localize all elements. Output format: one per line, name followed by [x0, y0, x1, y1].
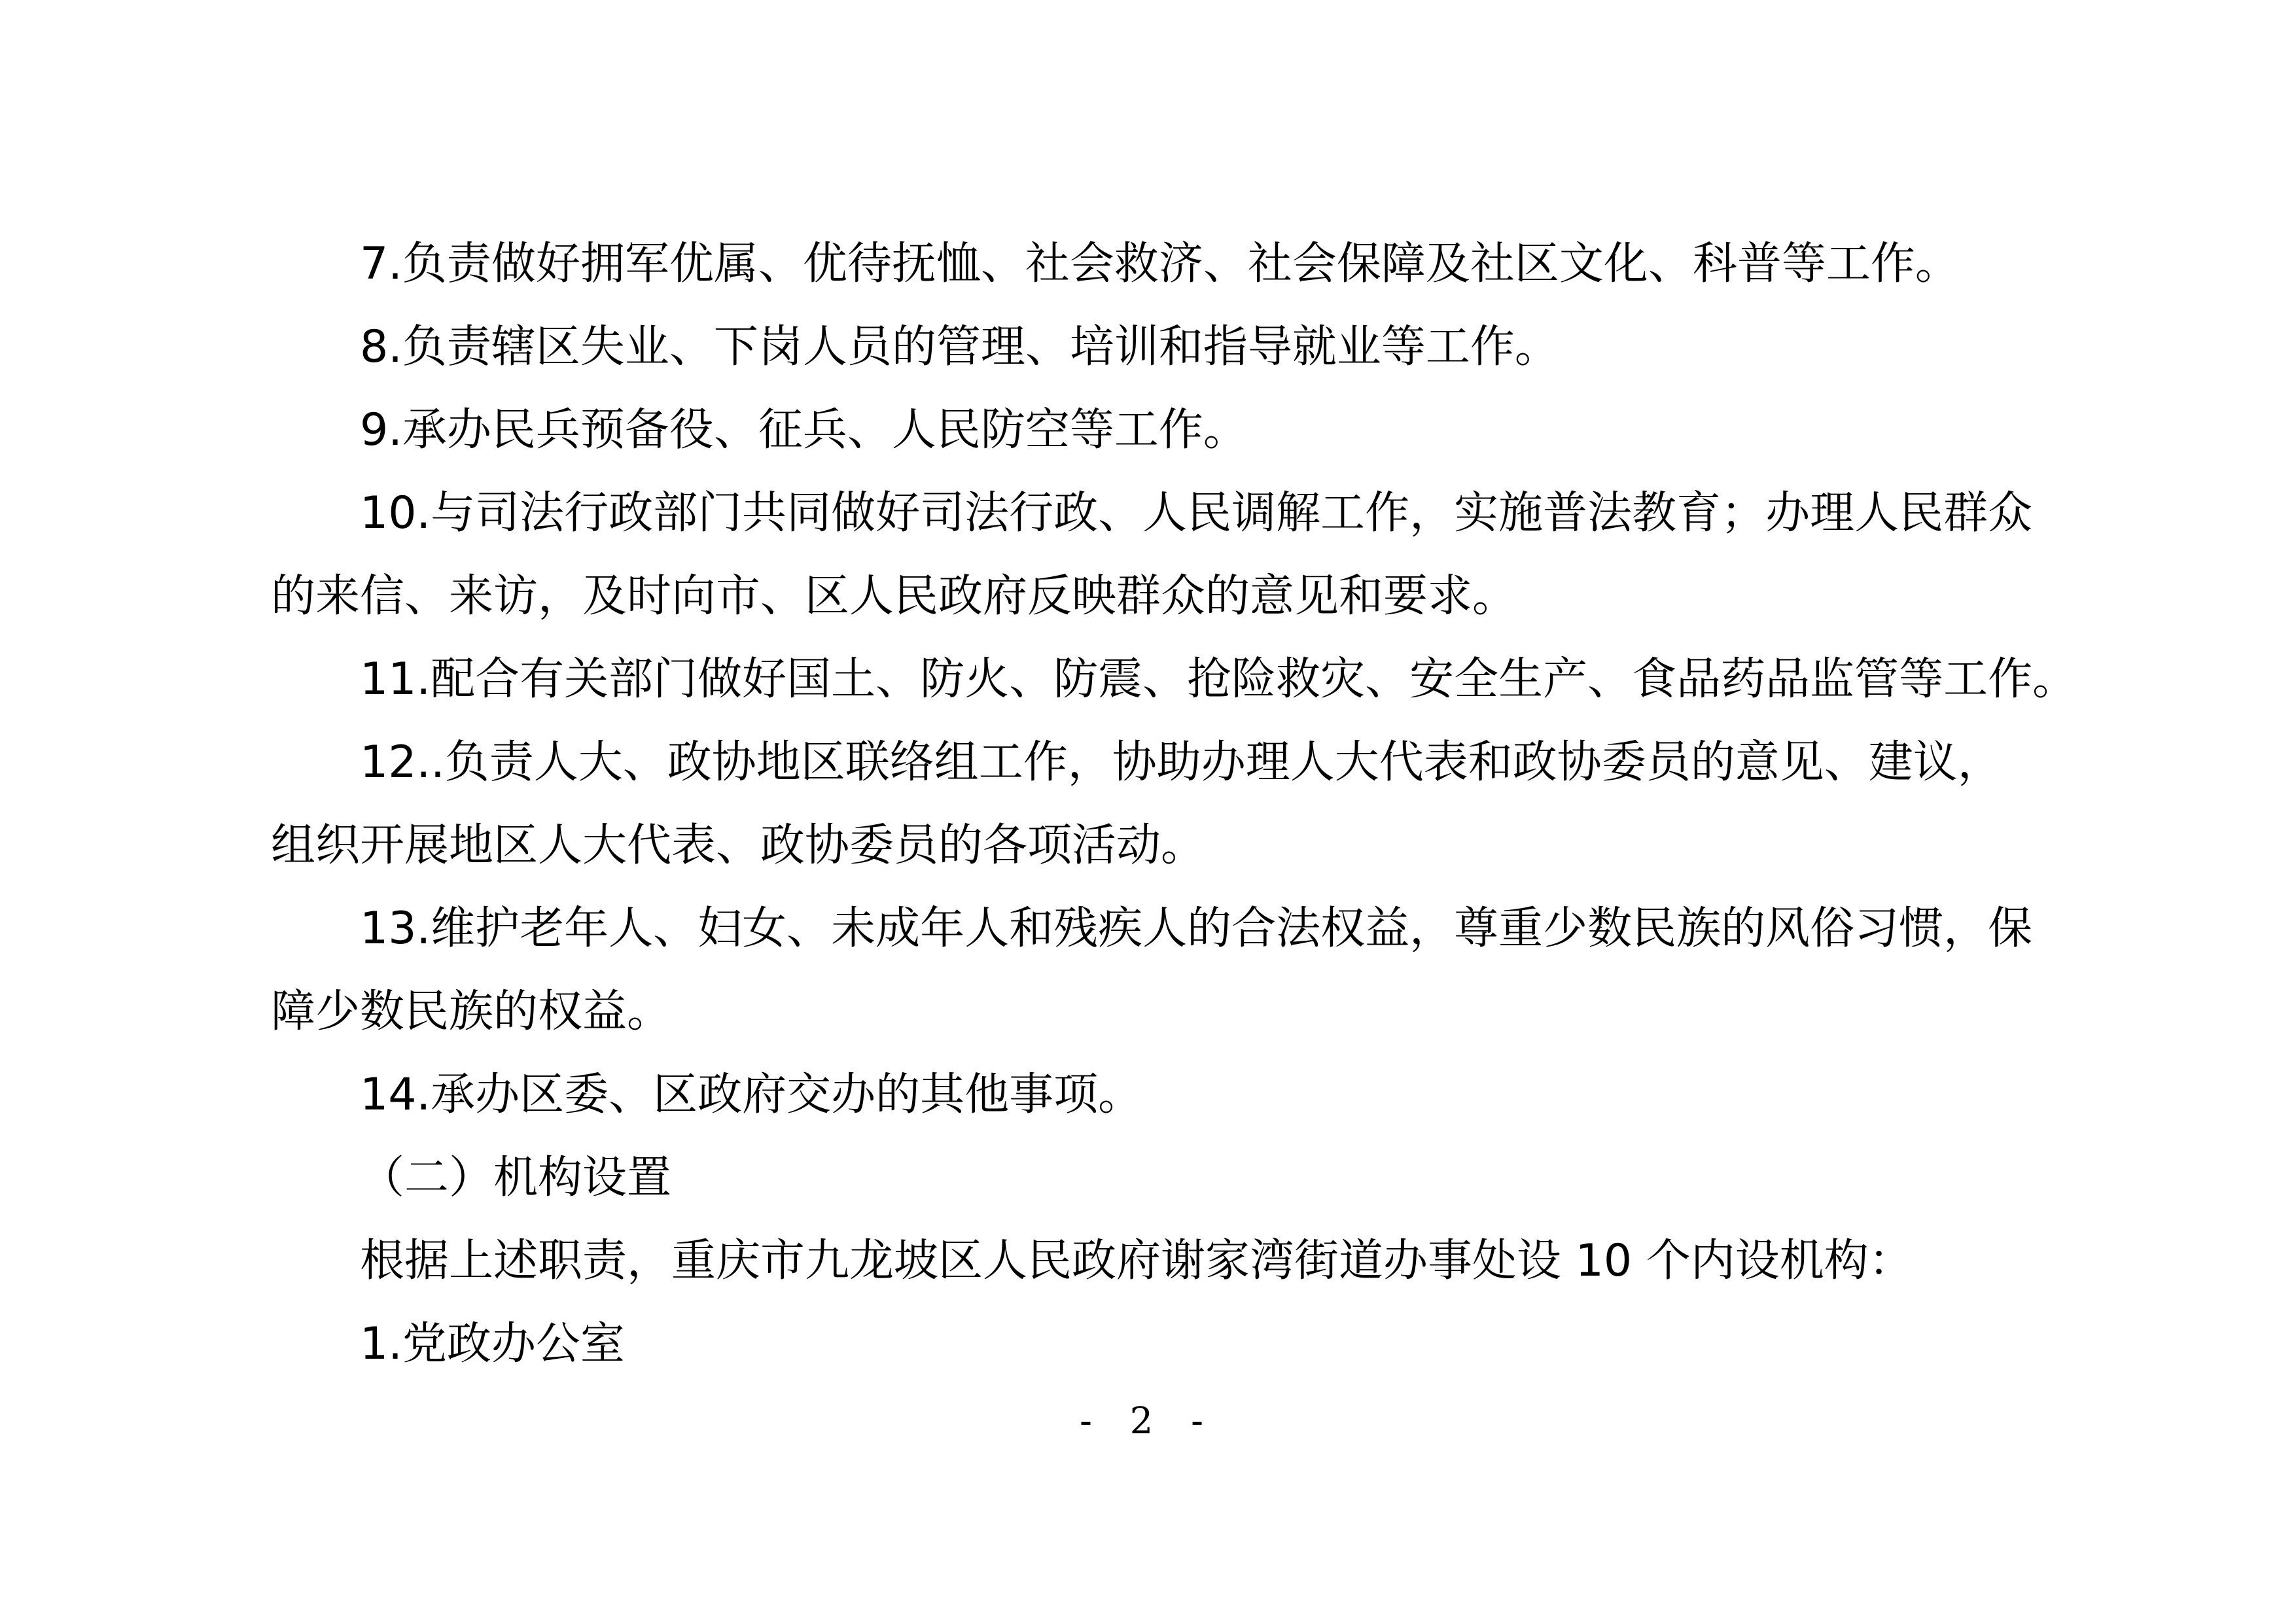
- paragraph-item-9: 9.承办民兵预备役、征兵、人民防空等工作。: [360, 404, 1248, 456]
- paragraph-item-12: 12..负责人大、政协地区联络组工作，协助办理人大代表和政协委员的意见、建议，组织开展地区人大代表、政协委员的各项活动。: [271, 737, 2002, 871]
- section-intro: 根据上述职责，重庆市九龙坡区人民政府谢家湾街道办事处设 10 个内设机构：: [360, 1235, 1913, 1287]
- paragraph-item-11: 11.配合有关部门做好国土、防火、防震、抢险救灾、安全生产、食品药品监管等工作。: [360, 654, 2077, 705]
- section-heading: （二）机构设置: [360, 1152, 672, 1204]
- page-number: - 2 -: [1079, 1400, 1217, 1442]
- paragraph-item-13: 13.维护老年人、妇女、未成年人和残疾人的合法权益，尊重少数民族的风俗习惯，保障少数民族的权益。: [271, 903, 2033, 1038]
- body-text: [271, 222, 2077, 1386]
- list-item-office: 1.党政办公室: [360, 1318, 625, 1370]
- paragraph-item-10: 10.与司法行政部门共同做好司法行政、人民调解工作，实施普法教育；办理人民群众的来信、来访，及时向市、区人民政府反映群众的意见和要求。: [271, 487, 2033, 622]
- paragraph-item-8: 8.负责辖区失业、下岗人员的管理、培训和指导就业等工作。: [360, 321, 1559, 373]
- paragraph-item-7: 7.负责做好拥军优属、优待抚恤、社会救济、社会保障及社区文化、科普等工作。: [360, 238, 1960, 290]
- paragraph-item-14: 14.承办区委、区政府交办的其他事项。: [360, 1069, 1143, 1121]
